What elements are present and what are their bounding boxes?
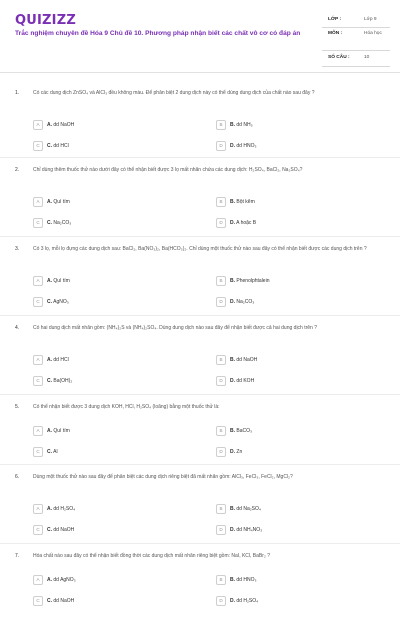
option-value: dd KOH <box>236 378 255 384</box>
question-item <box>0 404 400 482</box>
option-text <box>47 220 71 226</box>
option-value: dd NH₃ <box>236 122 253 128</box>
meta-count-label: SỐ CÂU : <box>328 55 350 60</box>
option-value: dd HNO₃ <box>236 143 257 149</box>
option-label: B. <box>230 506 235 512</box>
option-label: C. <box>47 143 52 149</box>
option-letter-box[interactable]: C <box>33 297 43 307</box>
option-text <box>230 199 255 205</box>
option-text <box>47 357 69 363</box>
option-label: D. <box>230 527 235 533</box>
option-label: D. <box>230 598 235 604</box>
answer-option-d[interactable] <box>216 218 384 230</box>
question-text: Hóa chất nào sau đây có thể nhận biết đồng thời các dung dịch mất nhãn riêng biệt gồm: NaI, KCl, BaBr₂ ? <box>33 553 271 559</box>
option-label: A. <box>47 506 52 512</box>
answer-option-a[interactable] <box>33 120 201 132</box>
option-text <box>230 527 262 533</box>
question-divider <box>0 543 400 544</box>
option-letter-box[interactable]: D <box>216 525 226 535</box>
meta-class-value: Lớp 9 <box>364 17 377 22</box>
option-label: A. <box>47 428 52 434</box>
answer-option-d[interactable] <box>216 376 384 388</box>
option-value: Al <box>53 449 58 455</box>
option-letter-box[interactable]: A <box>33 355 43 365</box>
option-text <box>47 378 72 384</box>
option-value: Zn <box>236 449 243 455</box>
option-value: dd H₂SO₄ <box>53 506 76 512</box>
option-value: Quì tím <box>53 278 70 284</box>
option-text <box>230 299 254 305</box>
option-letter-box[interactable]: A <box>33 197 43 207</box>
option-value: Na₂CO₃ <box>53 220 72 226</box>
meta-divider <box>322 66 390 67</box>
option-letter-box[interactable]: B <box>216 120 226 130</box>
answer-option-c[interactable] <box>33 376 201 388</box>
answer-option-c[interactable] <box>33 218 201 230</box>
question-item <box>0 90 400 168</box>
option-value: Phenolphtalein <box>236 278 270 284</box>
meta-class <box>322 17 390 27</box>
option-label: B. <box>230 428 235 434</box>
answer-option-a[interactable] <box>33 504 201 516</box>
option-text <box>47 122 74 128</box>
option-value: Quì tím <box>53 428 70 434</box>
answer-option-b[interactable] <box>216 120 384 132</box>
option-letter-box[interactable]: A <box>33 504 43 514</box>
answer-option-d[interactable] <box>216 525 384 537</box>
question-number: 7. <box>15 553 20 559</box>
answer-option-b[interactable] <box>216 355 384 367</box>
option-text <box>230 122 253 128</box>
option-label: D. <box>230 299 235 305</box>
meta-class-label: LỚP : <box>328 17 342 22</box>
option-letter-box[interactable]: C <box>33 596 43 606</box>
option-text <box>47 506 75 512</box>
option-value: dd NaOH <box>53 527 75 533</box>
answer-option-a[interactable] <box>33 197 201 209</box>
option-label: C. <box>47 378 52 384</box>
option-text <box>47 527 74 533</box>
option-letter-box[interactable]: C <box>33 218 43 228</box>
header-divider <box>0 72 400 73</box>
answer-option-c[interactable] <box>33 447 201 459</box>
answer-option-d[interactable] <box>216 447 384 459</box>
meta-divider <box>322 50 390 51</box>
option-text <box>230 449 242 455</box>
question-divider <box>0 157 400 158</box>
question-text: Có các dung dịch ZnSO₄ và AlCl₃ đều không màu. Để phân biệt 2 dung dịch này có thể dùng dung dịch của chất nào sau đây ? <box>33 90 315 96</box>
answer-option-d[interactable] <box>216 596 384 608</box>
option-text <box>230 143 257 149</box>
question-divider <box>0 464 400 465</box>
option-value: dd NH₄NO₃ <box>236 527 263 533</box>
question-item <box>0 167 400 245</box>
answer-option-a[interactable] <box>33 426 201 438</box>
option-text <box>230 598 258 604</box>
question-text: Dùng một thuốc thử nào sau đây để phân biệt các dung dịch riêng biệt đã mất nhãn gồm: AlCl₃, FeCl₃, FeCl₂, MgCl₂? <box>33 474 293 480</box>
answer-option-b[interactable] <box>216 504 384 516</box>
option-value: A hoặc B <box>236 220 257 226</box>
option-text <box>47 449 58 455</box>
answer-option-b[interactable] <box>216 197 384 209</box>
question-text: Có thể nhận biết được 3 dung dịch KOH, HCl, H₂SO₄ (loãng) bằng một thuốc thử là: <box>33 404 220 410</box>
option-value: BaCO₃ <box>236 428 253 434</box>
option-label: A. <box>47 577 52 583</box>
option-text <box>47 143 69 149</box>
option-value: Quì tím <box>53 199 70 205</box>
question-divider <box>0 315 400 316</box>
question-item <box>0 474 400 552</box>
option-value: dd HCl <box>53 357 69 363</box>
option-label: C. <box>47 449 52 455</box>
option-letter-box[interactable]: B <box>216 197 226 207</box>
option-letter-box[interactable]: C <box>33 447 43 457</box>
option-value: dd AgNO₃ <box>53 577 76 583</box>
meta-subject-label: MÔN : <box>328 31 343 36</box>
option-letter-box[interactable]: D <box>216 218 226 228</box>
answer-option-b[interactable] <box>216 276 384 288</box>
option-value: dd HNO₃ <box>236 577 257 583</box>
option-label: A. <box>47 122 52 128</box>
option-text <box>47 598 74 604</box>
option-text <box>230 357 257 363</box>
option-label: C. <box>47 220 52 226</box>
question-number: 2. <box>15 167 20 173</box>
option-letter-box[interactable]: C <box>33 141 43 151</box>
question-text: Có hai dung dịch mất nhãn gồm: (NH₄)₂S và (NH₄)₂SO₄. Dùng dung dịch nào sau đây để nhận biết được cả hai dung dịch trên ? <box>33 325 318 331</box>
quizizz-logo[interactable]: QUIZIZZ <box>15 13 76 28</box>
question-number: 5. <box>15 404 20 410</box>
option-letter-box[interactable]: B <box>216 504 226 514</box>
option-text <box>47 278 70 284</box>
option-label: C. <box>47 527 52 533</box>
option-letter-box[interactable]: D <box>216 297 226 307</box>
question-number: 4. <box>15 325 20 331</box>
option-value: Na₂CO₃ <box>236 299 255 305</box>
option-letter-box[interactable]: A <box>33 426 43 436</box>
option-label: B. <box>230 278 235 284</box>
option-letter-box[interactable]: D <box>216 376 226 386</box>
meta-count <box>322 55 390 65</box>
option-letter-box[interactable]: B <box>216 575 226 585</box>
option-text <box>47 299 69 305</box>
option-letter-box[interactable]: D <box>216 596 226 606</box>
answer-option-b[interactable] <box>216 575 384 587</box>
answer-option-c[interactable] <box>33 525 201 537</box>
option-label: D. <box>230 378 235 384</box>
answer-option-a[interactable] <box>33 575 201 587</box>
option-label: A. <box>47 278 52 284</box>
option-value: AgNO₃ <box>53 299 69 305</box>
option-value: dd H₂SO₄ <box>236 598 259 604</box>
option-text <box>230 378 254 384</box>
option-text <box>230 577 257 583</box>
question-text: Có 3 lọ, mỗi lọ đựng các dung dịch sau: BaCl₂, Ba(NO₃)₂, Ba(HCO₃)₂. Chỉ dùng một thuốc thử nào sau đây có thể nhận biết được các dung dịch trên ? <box>33 246 367 252</box>
question-text: Chỉ dùng thêm thuốc thử nào dưới đây có thể nhận biết được 3 lọ mất nhãn chứa các dung dịch: H₂SO₄, BaCl₂, Na₂SO₄? <box>33 167 303 173</box>
option-letter-box[interactable]: D <box>216 447 226 457</box>
answer-option-d[interactable] <box>216 141 384 153</box>
answer-option-c[interactable] <box>33 297 201 309</box>
meta-subject-value: Hóa học <box>364 31 382 36</box>
option-text <box>47 428 70 434</box>
answer-option-c[interactable] <box>33 596 201 608</box>
option-value: dd HCl <box>53 143 69 149</box>
option-letter-box[interactable]: B <box>216 276 226 286</box>
option-label: D. <box>230 143 235 149</box>
meta-subject <box>322 31 390 47</box>
option-letter-box[interactable]: B <box>216 355 226 365</box>
option-text <box>47 199 70 205</box>
option-value: dd Na₂SO₄ <box>236 506 261 512</box>
option-label: B. <box>230 199 235 205</box>
answer-option-a[interactable] <box>33 355 201 367</box>
question-item <box>0 553 400 631</box>
question-number: 3. <box>15 246 20 252</box>
meta-divider <box>322 27 390 28</box>
answer-option-d[interactable] <box>216 297 384 309</box>
option-value: dd NaOH <box>236 357 258 363</box>
option-text <box>230 220 256 226</box>
option-text <box>47 577 76 583</box>
option-value: dd NaOH <box>53 122 75 128</box>
question-divider <box>0 394 400 395</box>
option-letter-box[interactable]: B <box>216 426 226 436</box>
question-item <box>0 246 400 324</box>
option-label: B. <box>230 357 235 363</box>
question-divider <box>0 236 400 237</box>
answer-option-b[interactable] <box>216 426 384 438</box>
option-text <box>230 428 252 434</box>
page-title: Trắc nghiệm chuyên đề Hóa 9 Chủ đề 10. Phương pháp nhận biết các chất vô cơ có đáp án <box>15 30 301 37</box>
question-number: 6. <box>15 474 20 480</box>
option-label: A. <box>47 199 52 205</box>
option-letter-box[interactable]: C <box>33 376 43 386</box>
option-letter-box[interactable]: D <box>216 141 226 151</box>
option-letter-box[interactable]: A <box>33 120 43 130</box>
option-label: D. <box>230 449 235 455</box>
option-value: Ba(OH)₂ <box>53 378 73 384</box>
option-value: dd NaOH <box>53 598 75 604</box>
question-number: 1. <box>15 90 20 96</box>
option-letter-box[interactable]: C <box>33 525 43 535</box>
option-label: B. <box>230 577 235 583</box>
option-value: Bột kẽm <box>236 199 255 205</box>
question-item <box>0 325 400 403</box>
option-label: A. <box>47 357 52 363</box>
option-letter-box[interactable]: A <box>33 276 43 286</box>
answer-option-a[interactable] <box>33 276 201 288</box>
answer-option-c[interactable] <box>33 141 201 153</box>
meta-count-value: 10 <box>364 55 370 60</box>
option-label: D. <box>230 220 235 226</box>
option-text <box>230 506 261 512</box>
option-letter-box[interactable]: A <box>33 575 43 585</box>
option-text <box>230 278 269 284</box>
option-label: C. <box>47 299 52 305</box>
option-label: C. <box>47 598 52 604</box>
option-label: B. <box>230 122 235 128</box>
